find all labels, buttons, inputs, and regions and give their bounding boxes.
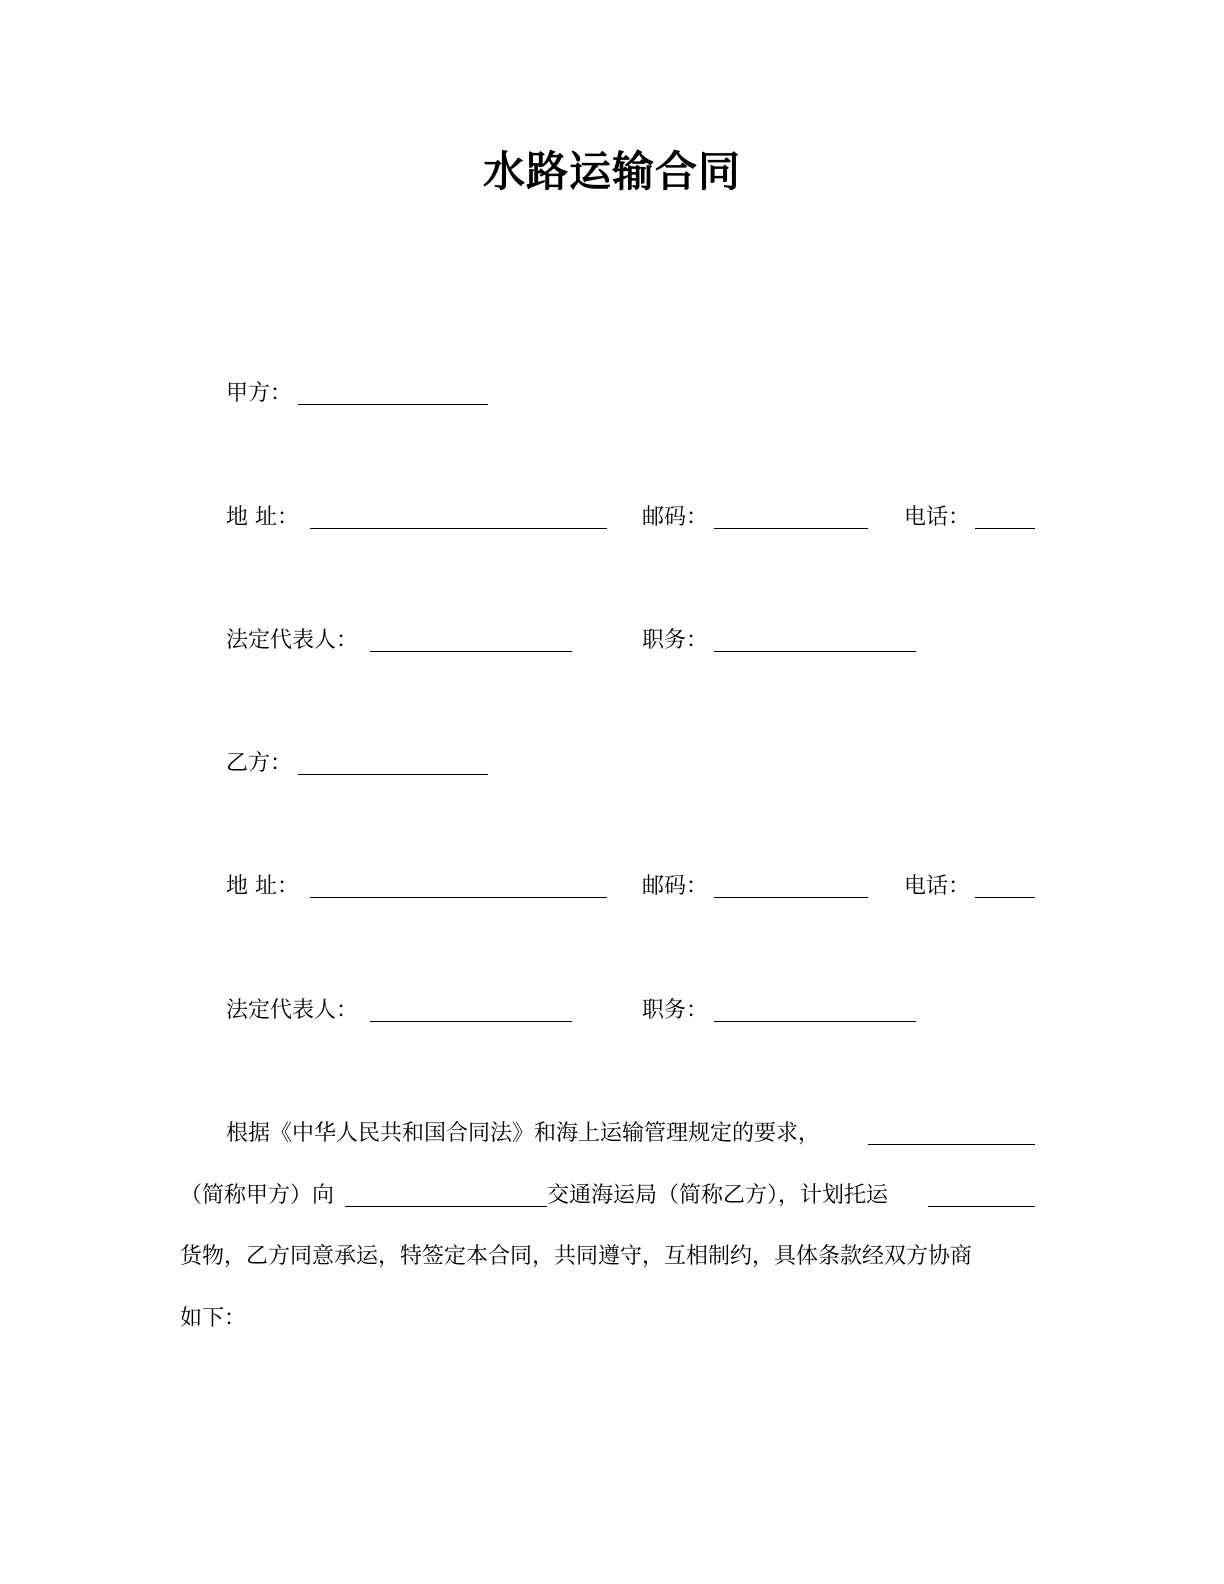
party-a-name-blank[interactable] [298, 404, 488, 405]
party-a-postcode-label: 邮码： [642, 505, 709, 530]
party-a-address-blank[interactable] [310, 528, 607, 529]
party-b-postcode-label: 邮码： [642, 874, 709, 899]
party-b-address-blank[interactable] [310, 897, 607, 898]
preamble-line-2a: （简称甲方）向 [180, 1183, 335, 1208]
party-b-name-label: 乙方： [226, 751, 293, 776]
party-b-address-label: 地 址： [226, 874, 299, 899]
preamble-line-4: 如下： [180, 1306, 247, 1331]
carrier-name-blank[interactable] [345, 1206, 547, 1207]
party-b-name-blank[interactable] [298, 774, 488, 775]
party-a-legal-rep-label: 法定代表人： [226, 628, 359, 653]
party-b-phone-label: 电话： [904, 874, 971, 899]
party-b-legal-rep-blank[interactable] [370, 1021, 572, 1022]
party-a-position-label: 职务： [642, 628, 709, 653]
party-b-legal-rep-label: 法定代表人： [226, 998, 359, 1023]
party-b-postcode-blank[interactable] [714, 897, 868, 898]
preamble-line-1: 根据《中华人民共和国合同法》和海上运输管理规定的要求， [226, 1121, 821, 1146]
party-a-name-label: 甲方： [226, 381, 293, 406]
preamble-line-3: 货物，乙方同意承运，特签定本合同，共同遵守，互相制约，具体条款经双方协商 [180, 1244, 973, 1269]
preamble-line-2b: 交通海运局（简称乙方），计划托运 [547, 1183, 889, 1208]
party-a-postcode-blank[interactable] [714, 528, 868, 529]
document-title: 水路运输合同 [482, 147, 741, 196]
party-a-phone-label: 电话： [904, 505, 971, 530]
cargo-blank[interactable] [928, 1206, 1035, 1207]
party-b-position-blank[interactable] [714, 1021, 916, 1022]
party-a-address-label: 地 址： [226, 505, 299, 530]
shipper-name-blank[interactable] [868, 1144, 1035, 1145]
party-b-phone-blank[interactable] [975, 897, 1035, 898]
party-a-position-blank[interactable] [714, 651, 916, 652]
party-a-legal-rep-blank[interactable] [370, 651, 572, 652]
party-a-phone-blank[interactable] [975, 528, 1035, 529]
party-b-position-label: 职务： [642, 998, 709, 1023]
